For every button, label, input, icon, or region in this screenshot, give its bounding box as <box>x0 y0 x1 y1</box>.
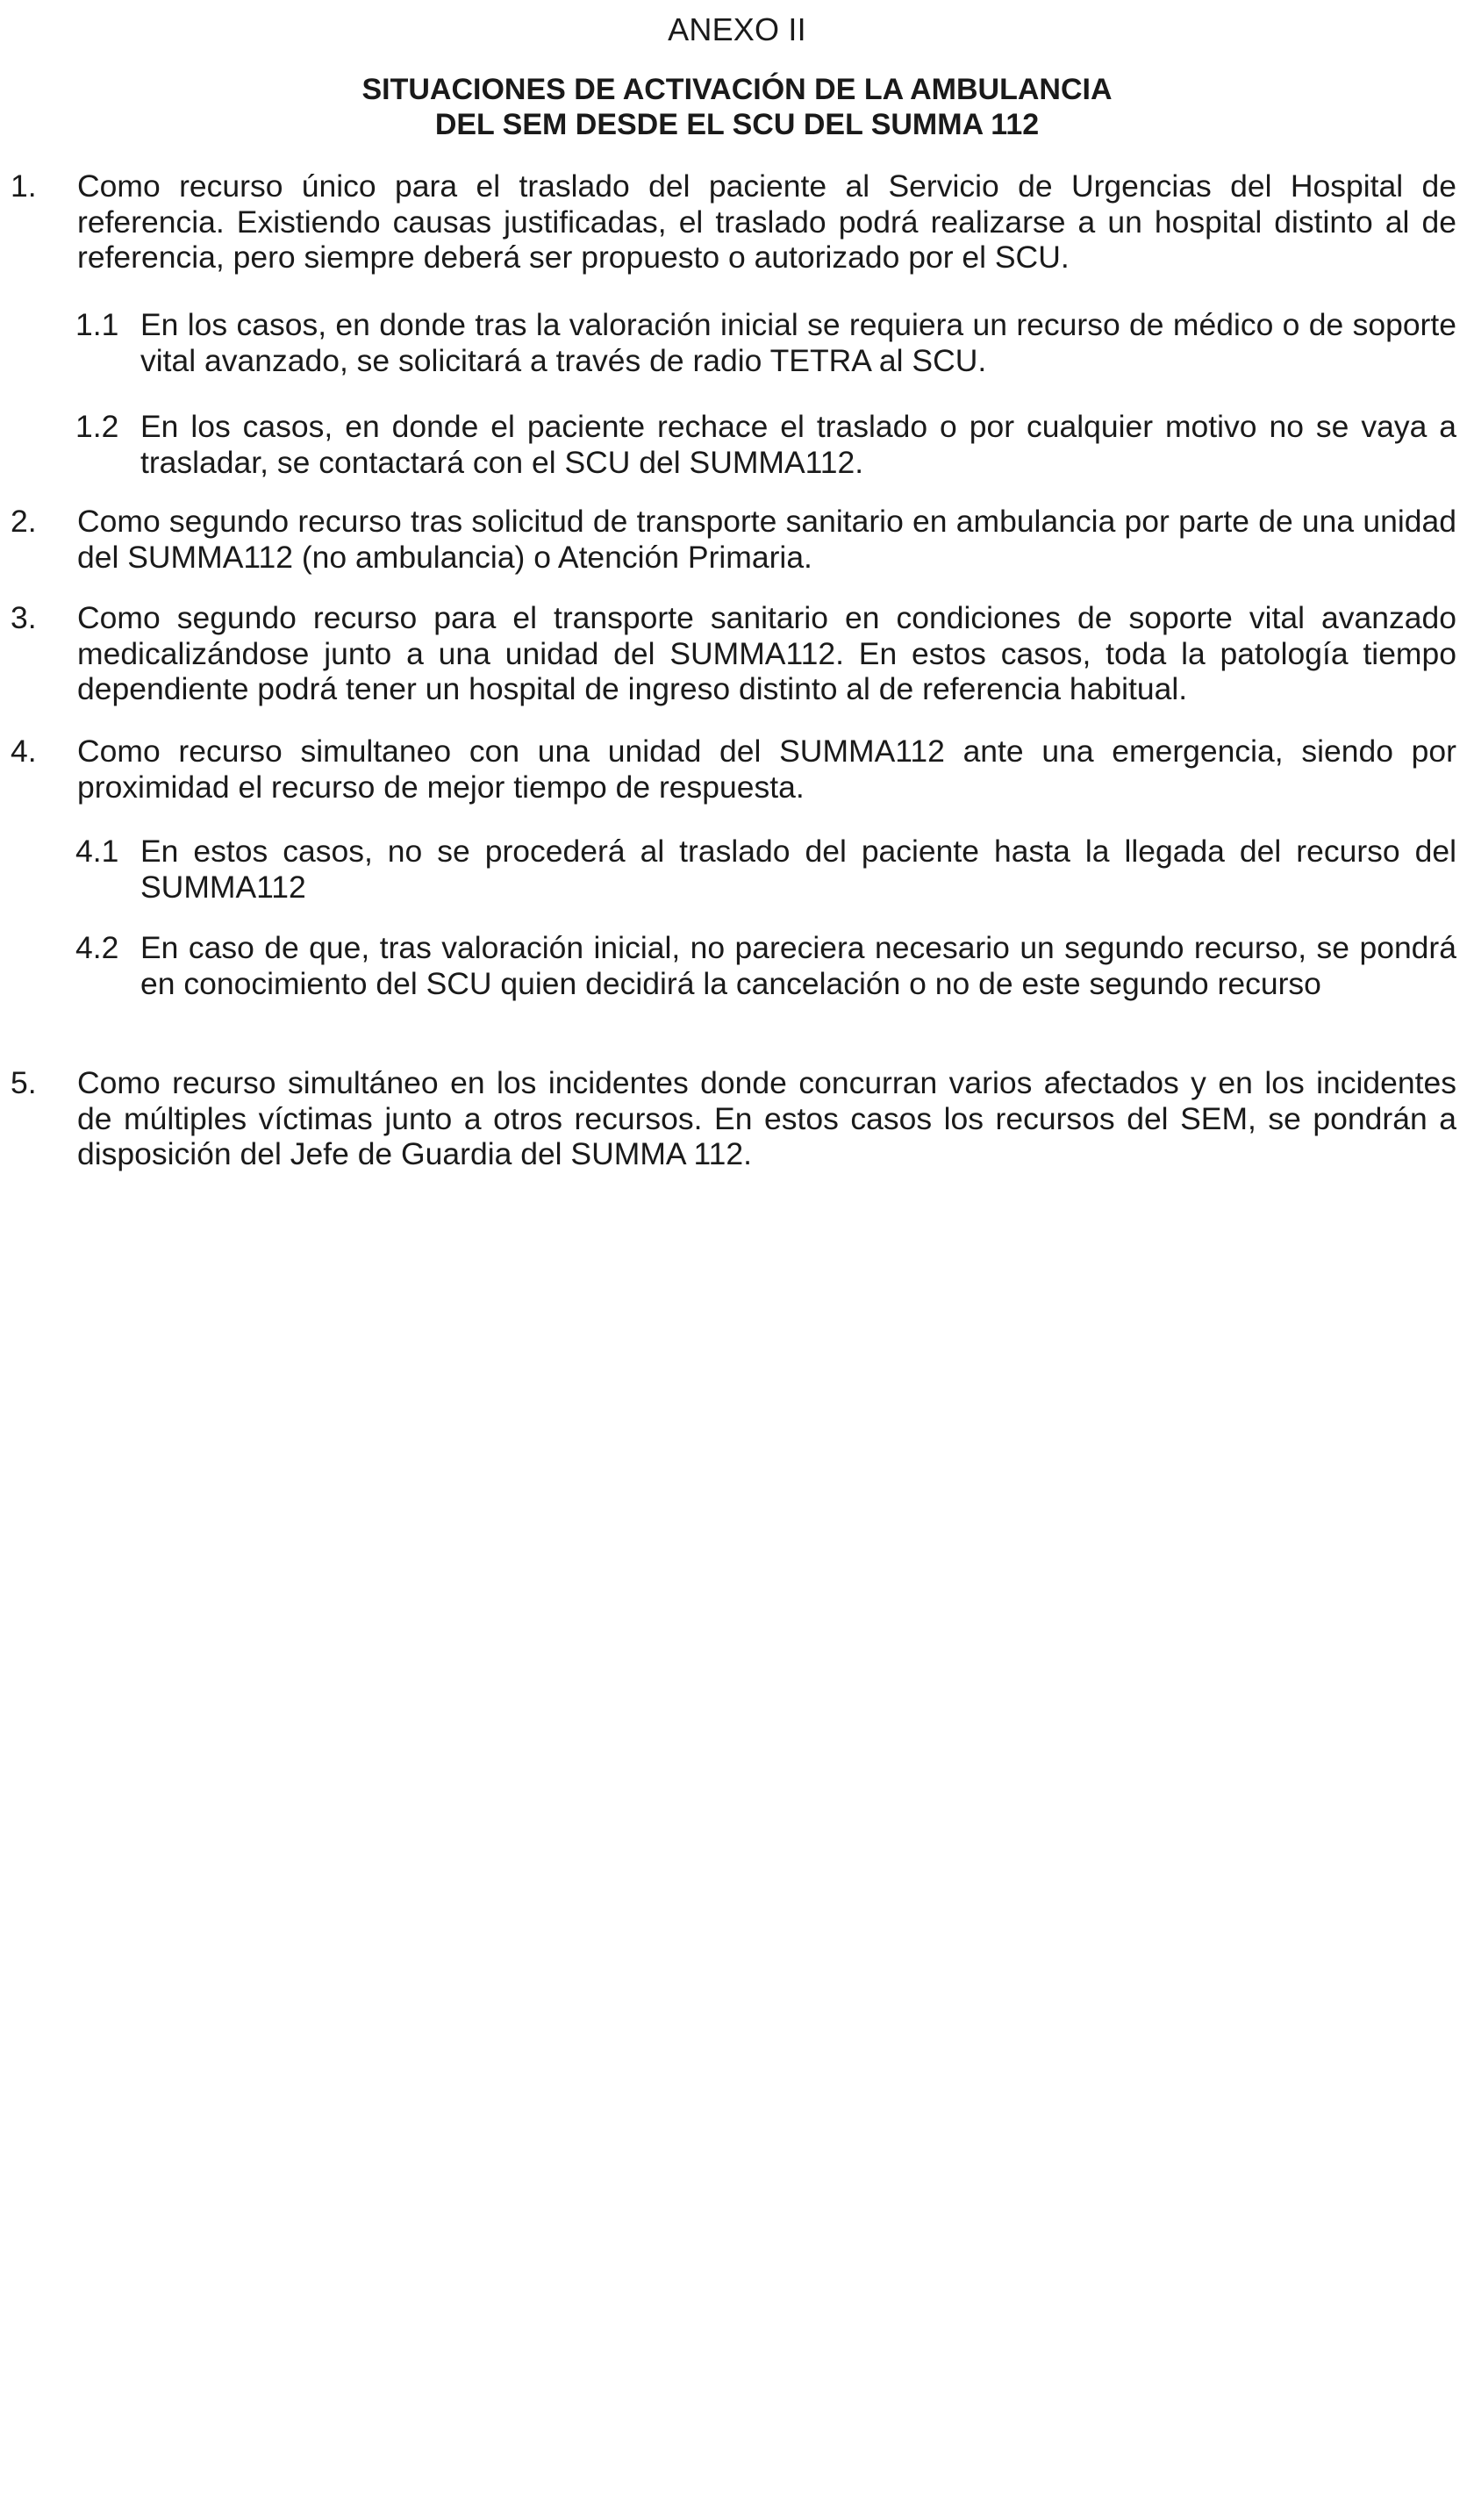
item-number: 5. <box>11 1065 37 1100</box>
item-text: En caso de que, tras valoración inicial, no pareciera necesario un segundo recurso, se pondrá en conocimiento del SCU quien decidirá la cancelación o no de este segundo recurso <box>140 930 1456 1001</box>
item-text: Como segundo recurso tras solicitud de transporte sanitario en ambulancia por parte de una unidad del SUMMA112 (no ambulancia) o Atención Primaria. <box>77 504 1456 575</box>
item-text: En los casos, en donde el paciente rechace el traslado o por cualquier motivo no se vaya a trasladar, se contactará con el SCU del SUMMA112. <box>140 409 1456 480</box>
item-number: 2. <box>11 504 37 539</box>
title-line-2: DEL SEM DESDE EL SCU DEL SUMMA 112 <box>434 108 1040 141</box>
item-number: 4.1 <box>75 834 119 869</box>
item-text: Como recurso único para el traslado del paciente al Servicio de Urgencias del Hospital de referencia. Existiendo causas justificadas, el traslado podrá realizarse a un hospital distinto al de referencia, pero siempre deberá ser propuesto o autorizado por el SCU. <box>77 168 1456 275</box>
item-number: 1.1 <box>75 307 119 342</box>
document-title <box>0 72 1474 142</box>
title-line-1: SITUACIONES DE ACTIVACIÓN DE LA AMBULANCIA <box>361 73 1113 106</box>
item-number: 1. <box>11 168 37 204</box>
item-number: 3. <box>11 600 37 635</box>
item-text: Como segundo recurso para el transporte sanitario en condiciones de soporte vital avanzado medicalizándose junto a una unidad del SUMMA112. En estos casos, toda la patología tiempo dependiente podrá tener un hospital de ingreso distinto al de referencia habitual. <box>77 600 1456 706</box>
item-number: 4. <box>11 734 37 769</box>
item-text: En estos casos, no se procederá al traslado del paciente hasta la llegada del recurso del SUMMA112 <box>140 834 1456 905</box>
item-number: 1.2 <box>75 409 119 444</box>
item-text: Como recurso simultáneo en los incidentes donde concurran varios afectados y en los incidentes de múltiples víctimas junto a otros recursos. En estos casos los recursos del SEM, se pondrán a disposición del Jefe de Guardia del SUMMA 112. <box>77 1065 1456 1171</box>
item-number: 4.2 <box>75 930 119 965</box>
annex-label: ANEXO II <box>668 11 806 47</box>
item-text: En los casos, en donde tras la valoración inicial se requiera un recurso de médico o de soporte vital avanzado, se solicitará a través de radio TETRA al SCU. <box>140 307 1456 378</box>
item-text: Como recurso simultaneo con una unidad del SUMMA112 ante una emergencia, siendo por proximidad el recurso de mejor tiempo de respuesta. <box>77 734 1456 805</box>
